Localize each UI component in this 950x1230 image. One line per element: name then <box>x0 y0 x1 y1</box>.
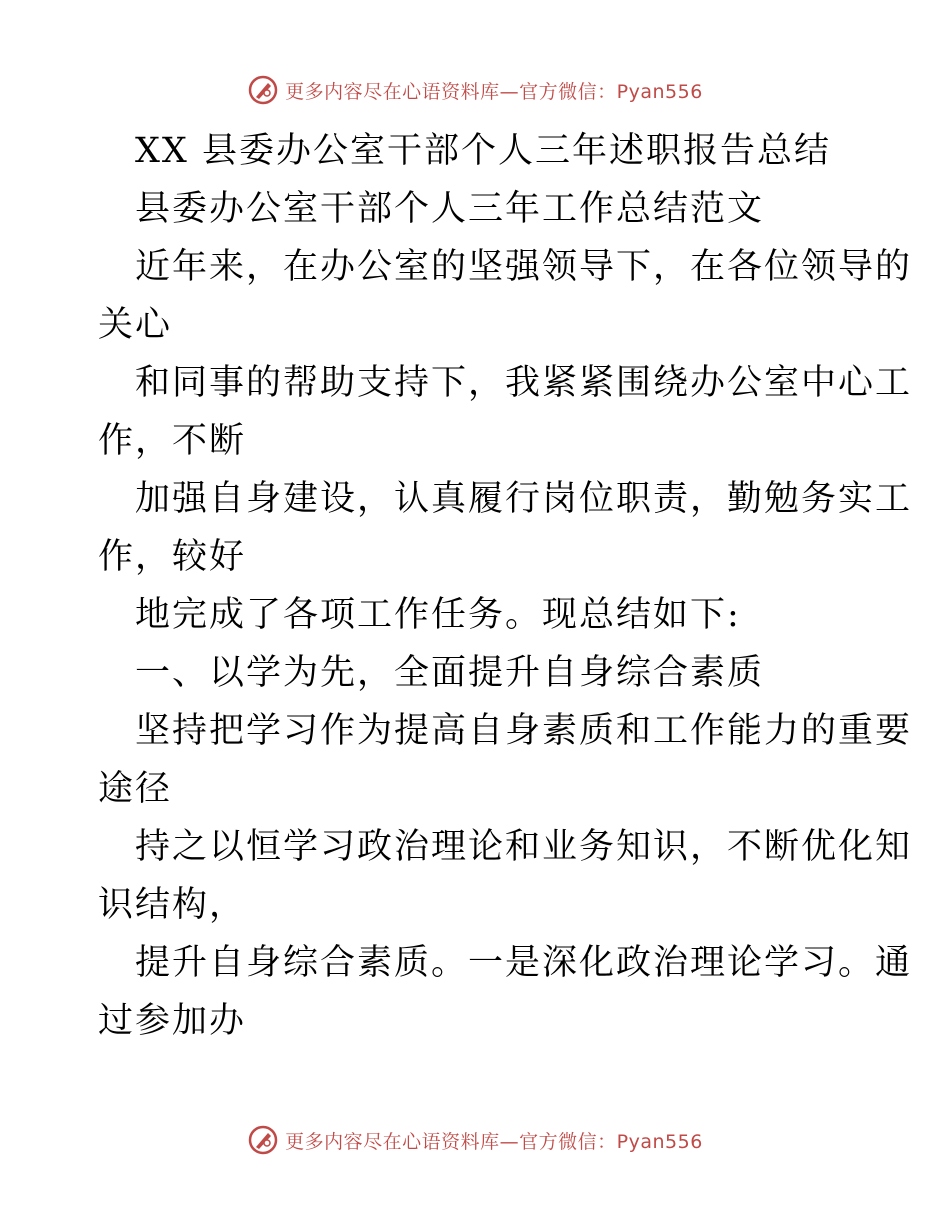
document-line: 作，不断 <box>98 421 247 461</box>
watermark-text: 更多内容尽在心语资料库—官方微信：Pyan556 <box>285 80 703 103</box>
watermark-banner-top <box>0 70 950 110</box>
document-line: 县委办公室干部个人三年工作总结范文 <box>135 189 765 229</box>
document-body <box>98 122 913 1050</box>
document-line: XX 县委办公室干部个人三年述职报告总结 <box>135 131 831 171</box>
document-line: 提升自身综合素质。一是深化政治理论学习。通 <box>135 943 913 983</box>
document-line: 近年来，在办公室的坚强领导下，在各位领导的 <box>135 247 913 287</box>
pen-logo-icon <box>247 1124 279 1156</box>
document-line: 过参加办 <box>98 1001 247 1041</box>
document-line: 加强自身建设，认真履行岗位职责，勤勉务实工 <box>135 479 913 519</box>
document-line: 途径 <box>98 769 173 809</box>
document-line: 坚持把学习作为提高自身素质和工作能力的重要 <box>135 711 913 751</box>
document-line: 关心 <box>98 305 173 345</box>
document-line: 一、以学为先，全面提升自身综合素质 <box>135 653 765 693</box>
document-line: 识结构， <box>98 885 247 925</box>
document-line: 作，较好 <box>98 537 247 577</box>
watermark-banner-bottom <box>0 1120 950 1160</box>
document-line: 地完成了各项工作任务。现总结如下: <box>135 595 741 635</box>
watermark-text: 更多内容尽在心语资料库—官方微信：Pyan556 <box>285 1130 703 1153</box>
document-line: 持之以恒学习政治理论和业务知识，不断优化知 <box>135 827 913 867</box>
pen-logo-icon <box>247 74 279 106</box>
document-line: 和同事的帮助支持下，我紧紧围绕办公室中心工 <box>135 363 913 403</box>
